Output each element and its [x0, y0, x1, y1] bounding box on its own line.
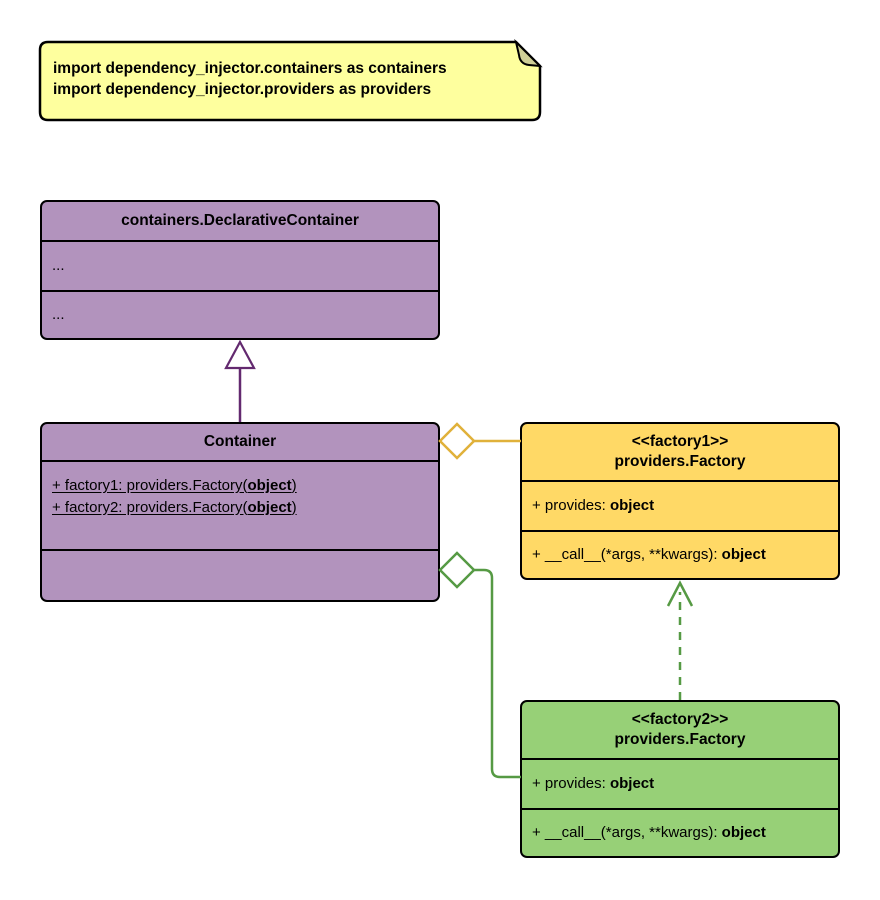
attr-text: + __call__(*args, **kwargs):: [532, 824, 722, 842]
class-name: providers.Factory: [614, 731, 746, 748]
methods-compartment: [42, 292, 438, 338]
attr-text: ): [291, 477, 297, 494]
attr-type-bold: object: [247, 498, 292, 516]
note-line-1: import dependency_injector.containers as containers: [53, 60, 447, 77]
class-title: [522, 424, 838, 482]
class-declarative-container: [40, 200, 440, 340]
attribute-provides: [532, 495, 828, 517]
attributes-compartment: [522, 482, 838, 532]
class-factory1: [520, 422, 840, 580]
methods-compartment-empty: [42, 551, 438, 600]
method-call: [532, 544, 828, 566]
attr-text: + provides:: [532, 775, 610, 793]
method-call: [532, 822, 828, 844]
attr-type-bold: object: [609, 775, 655, 793]
ellipsis-text: ...: [52, 257, 65, 275]
attr-text: ): [291, 498, 297, 516]
class-name: providers.Factory: [614, 453, 746, 470]
attributes-compartment: [42, 462, 438, 551]
import-note: [40, 42, 540, 120]
methods-compartment: [522, 810, 838, 856]
attribute-provides: [532, 773, 828, 795]
attributes-compartment: [522, 760, 838, 810]
attribute-factory2: [52, 497, 428, 519]
class-factory2: [520, 700, 840, 858]
ellipsis-text: ...: [52, 306, 65, 324]
class-title: Container: [42, 424, 438, 462]
stereotype-label: <<factory1>>: [631, 433, 729, 450]
attr-type-bold: object: [247, 477, 292, 494]
attr-text: + factory1: providers.Factory(: [52, 477, 248, 494]
class-container: [40, 422, 440, 602]
attr-text: + provides:: [532, 497, 610, 515]
attr-type-bold: object: [721, 546, 766, 564]
attributes-compartment: [42, 242, 438, 292]
attr-type-bold: object: [609, 497, 655, 515]
note-line-2: import dependency_injector.providers as providers: [53, 81, 432, 98]
class-title: [522, 702, 838, 760]
class-title: containers.DeclarativeContainer: [42, 202, 438, 242]
attr-text: + __call__(*args, **kwargs):: [532, 546, 722, 564]
attr-type-bold: object: [721, 824, 766, 842]
attribute-factory1: [52, 475, 428, 497]
attr-text: + factory2: providers.Factory(: [52, 498, 248, 516]
stereotype-label: <<factory2>>: [631, 711, 729, 728]
methods-compartment: [522, 532, 838, 578]
